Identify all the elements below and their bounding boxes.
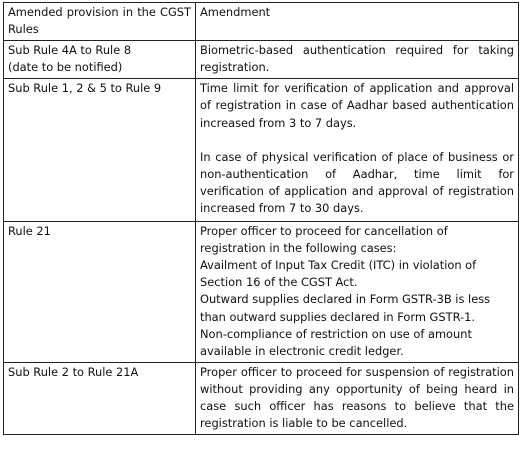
provision-cell: Sub Rule 2 to Rule 21A (4, 362, 196, 434)
header-provision-cell: Amended provision in the CGST Rules (4, 3, 196, 41)
table-row (4, 79, 519, 222)
amendment-text: Time limit for verification of application and approval of registration in case of Aadhar based authentication increased from 3 to 7 days. (200, 81, 514, 130)
header-amendment-cell: Amendment (196, 3, 519, 41)
amendment-text: Proper officer to proceed for cancellation of registration in the following cases: (200, 224, 448, 256)
table-row (4, 41, 519, 79)
table-header-row (4, 3, 519, 41)
amendment-text: Biometric-based authentication required for taking registration. (200, 43, 514, 75)
cell-bottom-spacer (200, 217, 514, 219)
provision-cell: Sub Rule 4A to Rule 8 (date to be notified) (4, 41, 196, 79)
amendment-table-container (3, 2, 518, 435)
amendment-text: Availment of Input Tax Credit (ITC) in violation of Section 16 of the CGST Act. (200, 258, 477, 290)
paragraph-gap (200, 132, 514, 149)
provision-cell: Sub Rule 1, 2 & 5 to Rule 9 (4, 79, 196, 222)
amendment-cell (196, 79, 519, 222)
amendment-text: Outward supplies declared in Form GSTR-3B is less than outward supplies declared in Form GSTR-1. (200, 292, 491, 324)
amendment-text: In case of physical verification of place of business or non-authentication of Aadhar, time limit for verification of application and approval of registration increased from 7 to 30 days. (200, 149, 514, 215)
amendment-table (3, 2, 519, 435)
amendment-cell (196, 41, 519, 79)
provision-cell: Rule 21 (4, 222, 196, 363)
table-row (4, 222, 519, 363)
amendment-text: Non-compliance of restriction on use of amount available in electronic credit ledger. (200, 326, 472, 358)
amendment-cell (196, 362, 519, 434)
amendment-text: Proper officer to proceed for suspension of registration without providing any opportunity of being heard in case such officer has reasons to believe that the registration is liable to be cancelled. (200, 364, 514, 431)
amendment-cell (196, 222, 519, 363)
table-row (4, 362, 519, 434)
